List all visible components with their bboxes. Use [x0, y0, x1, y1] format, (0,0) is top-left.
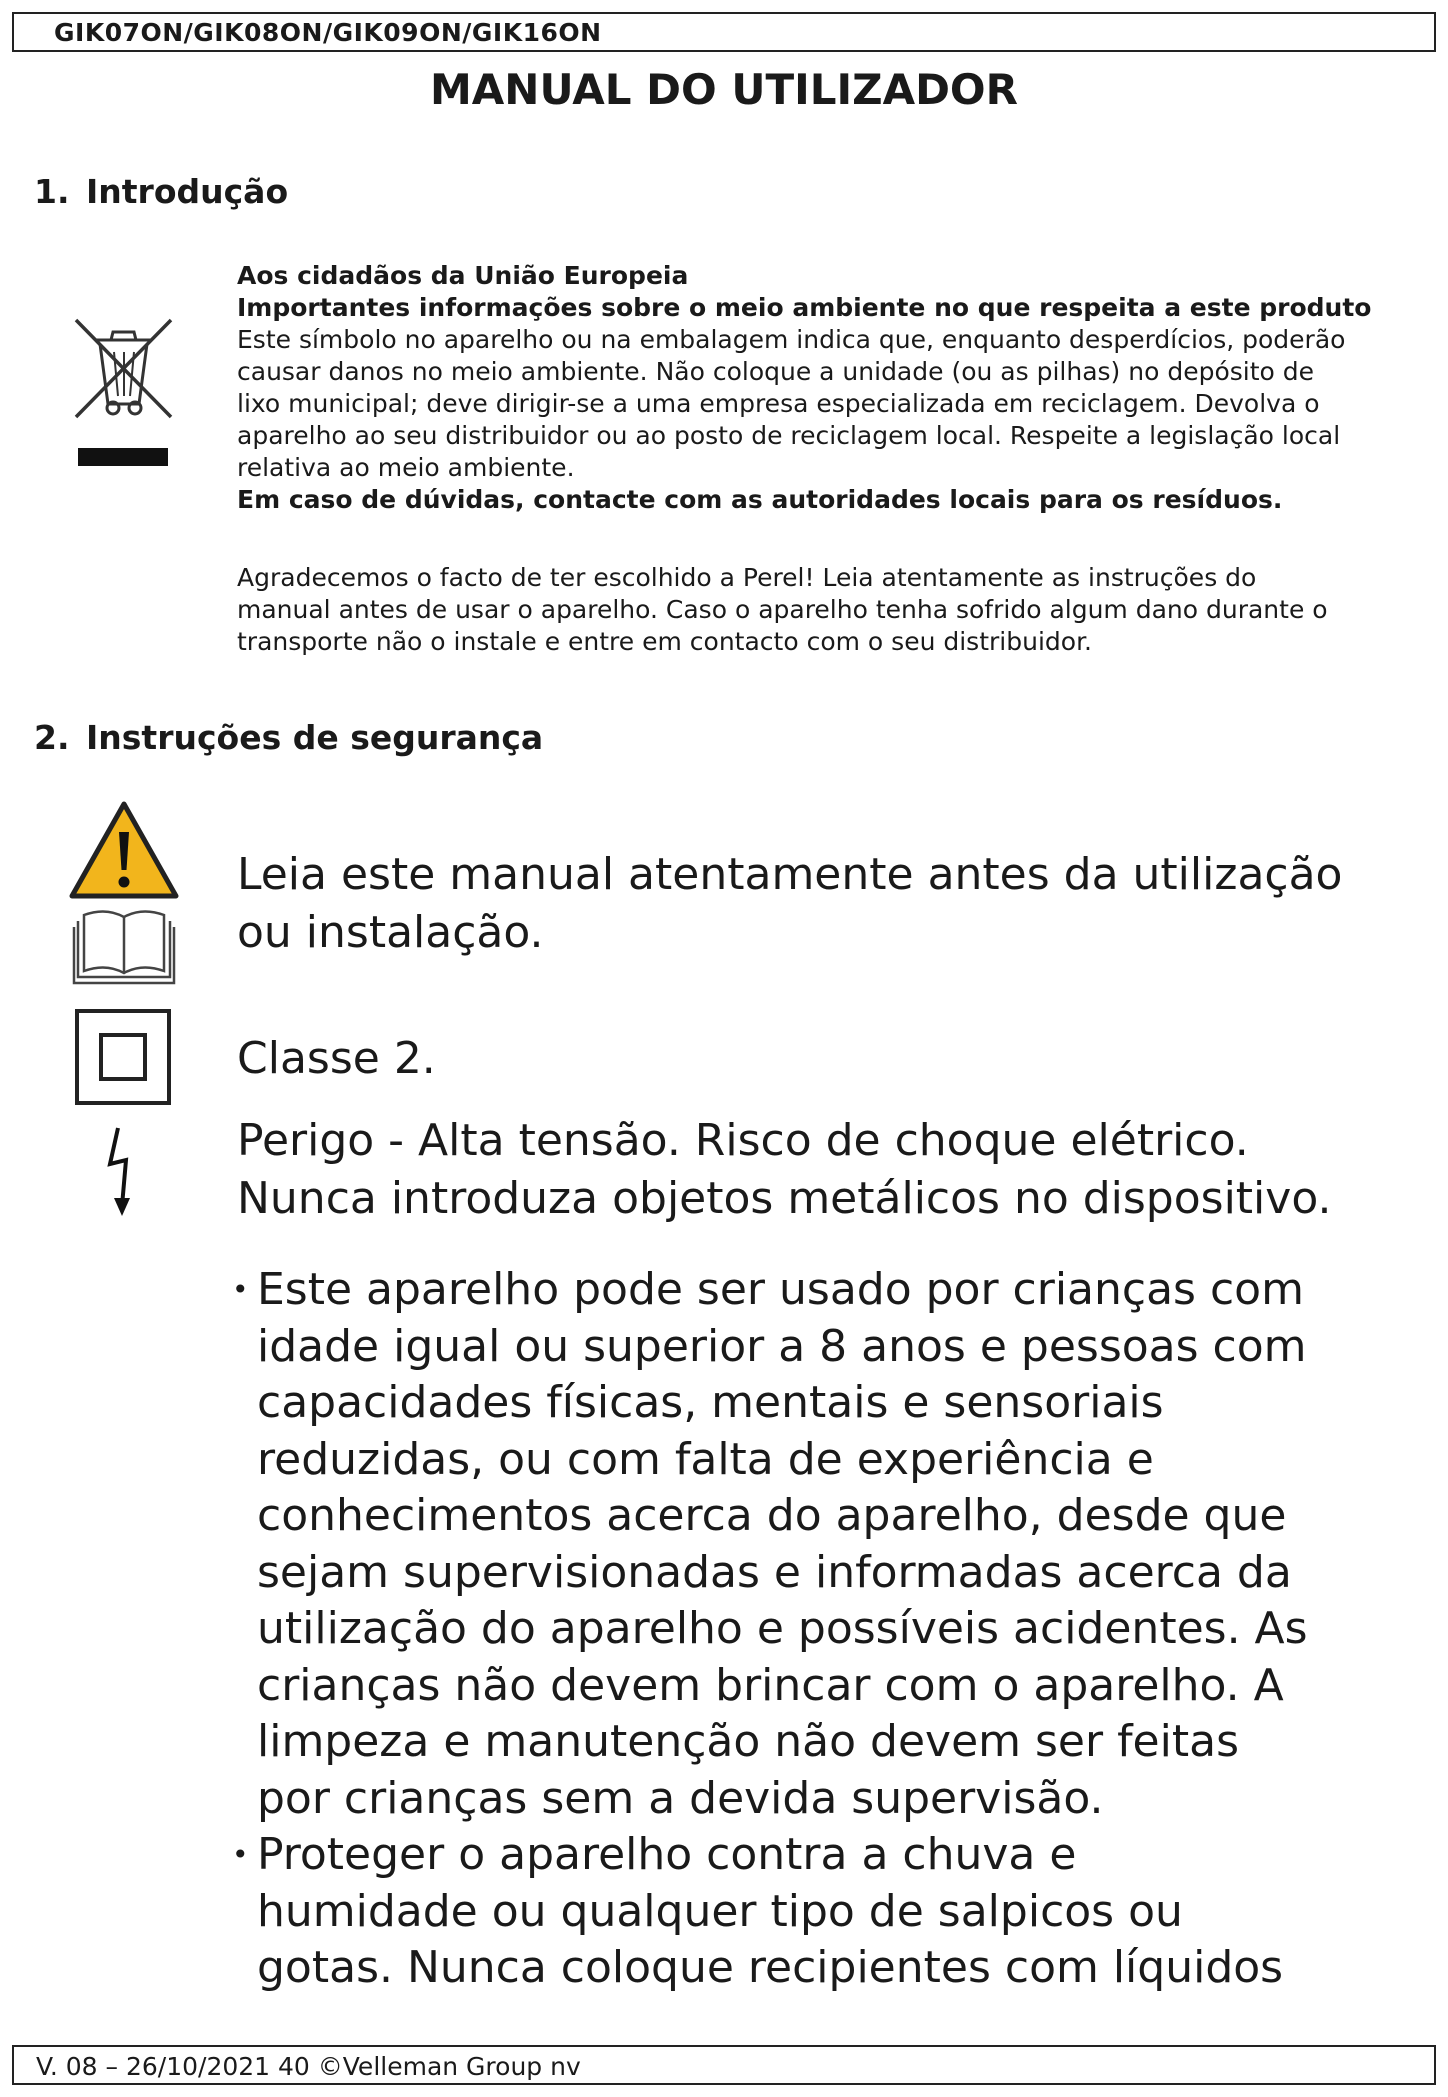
- bullet-line: • Este aparelho pode ser usado por crianças com: [257, 1264, 1304, 1315]
- class2-icon: [74, 1008, 172, 1106]
- class2-label: Classe 2.: [237, 1033, 436, 1084]
- section-heading-safety: [34, 718, 543, 757]
- bullet-line: idade igual ou superior a 8 anos e pessoas com: [257, 1320, 1307, 1372]
- section-title: Instruções de segurança: [86, 718, 544, 757]
- thanks-line: manual antes de usar o aparelho. Caso o aparelho tenha sofrido algum dano durante o: [237, 595, 1328, 624]
- danger-notice: [237, 1112, 1427, 1228]
- book-icon: [72, 905, 176, 985]
- env-line: lixo municipal; deve dirigir-se a uma empresa especializada em reciclagem. Devolva o: [237, 389, 1320, 418]
- header-bar: [12, 12, 1436, 52]
- env-line: relativa ao meio ambiente.: [237, 453, 575, 482]
- env-heading: Importantes informações sobre o meio ambiente no que respeita a este produto: [237, 293, 1372, 322]
- bullet-line: limpeza e manutenção não devem ser feitas: [257, 1716, 1239, 1767]
- eu-heading: Aos cidadãos da União Europeia: [237, 261, 689, 290]
- model-numbers: GIK07ON/GIK08ON/GIK09ON/GIK16ON: [54, 18, 602, 47]
- bullet-line: • Proteger o aparelho contra a chuva e: [257, 1829, 1077, 1880]
- thanks-line: transporte não o instale e entre em contacto com o seu distribuidor.: [237, 627, 1092, 656]
- bullet-line: reduzidas, ou com falta de experiência e: [257, 1433, 1154, 1485]
- read-manual-line: Leia este manual atentamente antes da utilização: [237, 849, 1343, 900]
- env-line: aparelho ao seu distribuidor ou ao posto de reciclagem local. Respeite a legislação local: [237, 421, 1341, 450]
- bullet-line: sejam supervisionadas e informadas acerca da: [257, 1546, 1292, 1598]
- bullet-line: crianças não devem brincar com o aparelho. A: [257, 1659, 1284, 1711]
- section-number: 1.: [34, 172, 70, 211]
- list-item: [232, 1827, 1432, 1997]
- footer-version: V. 08 – 26/10/2021 40 ©Velleman Group nv: [36, 2052, 581, 2081]
- env-line: Este símbolo no aparelho ou na embalagem indica que, enquanto desperdícios, poderão: [237, 325, 1346, 354]
- section-heading-introduction: [34, 172, 288, 211]
- page-title: MANUAL DO UTILIZADOR: [430, 65, 1018, 114]
- bullet-line: conhecimentos acerca do aparelho, desde que: [257, 1490, 1287, 1541]
- lightning-icon: [104, 1126, 144, 1218]
- thanks-line: Agradecemos o facto de ter escolhido a Perel! Leia atentamente as instruções do: [237, 563, 1257, 592]
- bullet-line: por crianças sem a devida supervisão.: [257, 1772, 1104, 1824]
- footer-bar: [12, 2045, 1436, 2085]
- bullet-line: gotas. Nunca coloque recipientes com líquidos: [257, 1942, 1284, 1993]
- read-manual-line: ou instalação.: [237, 907, 544, 958]
- safety-bullet-list: [232, 1262, 1432, 1997]
- weee-notice: [237, 260, 1417, 516]
- section-title: Introdução: [86, 172, 289, 211]
- crossed-bin-icon: [66, 312, 181, 427]
- read-manual-notice: [237, 846, 1427, 962]
- bullet-line: humidade ou qualquer tipo de salpicos ou: [257, 1885, 1183, 1937]
- section-number: 2.: [34, 718, 70, 757]
- list-item: [232, 1262, 1432, 1827]
- bullet-line: capacidades físicas, mentais e sensoriais: [257, 1377, 1164, 1428]
- warning-icon: [68, 800, 180, 900]
- env-line: causar danos no meio ambiente. Não coloque a unidade (ou as pilhas) no depósito de: [237, 357, 1315, 386]
- doubt-line: Em caso de dúvidas, contacte com as autoridades locais para os resíduos.: [237, 485, 1283, 514]
- solid-bar-icon: [78, 448, 168, 466]
- danger-line: Nunca introduza objetos metálicos no dispositivo.: [237, 1173, 1332, 1224]
- bullet-line: utilização do aparelho e possíveis acidentes. As: [257, 1603, 1308, 1654]
- thanks-paragraph: [237, 562, 1417, 658]
- danger-line: Perigo - Alta tensão. Risco de choque elétrico.: [237, 1115, 1249, 1166]
